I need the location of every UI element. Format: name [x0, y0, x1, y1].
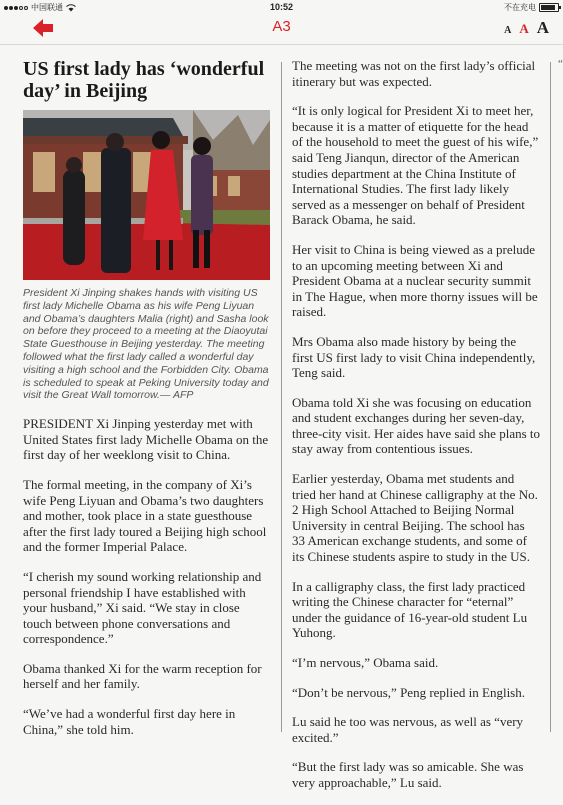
- article-paragraph: Mrs Obama also made history by being the first US first lady to visit China independently, Teng said.: [292, 333, 536, 381]
- article-paragraph: “I cherish my sound working relationship and personal friendship I have established with your husband,” Xi said. “We stay in close touch between phone conversations and correspondence.”: [23, 568, 262, 647]
- article-column-2: [292, 58, 540, 805]
- article-headline: US first lady has ‘wonderful day’ in Beijing: [23, 58, 265, 102]
- font-size-controls: [504, 18, 549, 38]
- clipped-text-fragment: “: [558, 58, 563, 70]
- article-paragraph: Obama thanked Xi for the warm reception for herself and her family.: [23, 660, 262, 692]
- column-divider: [281, 62, 282, 732]
- article-paragraph: “It is only logical for President Xi to meet her, because it is a matter of etiquette for the head of the household to meet the guest of his wife,” said Teng Jianqun, director of the American studies department at the China Institute of International Studies. The first lady likely served as a messenger on behalf of President Barack Obama, he said.: [292, 103, 539, 228]
- carrier-label: 中国联通: [31, 3, 63, 12]
- reader-toolbar: [0, 14, 563, 45]
- page-label: A3: [272, 18, 291, 35]
- article-paragraph: “I’m nervous,” Obama said.: [292, 655, 439, 670]
- article-paragraph: Obama told Xi she was focusing on education and student exchanges during her seven-day, three-city visit. Her aides have said she plans to stay away from contentious issues.: [292, 394, 541, 457]
- status-time: 10:52: [269, 2, 294, 12]
- article-paragraph: In a calligraphy class, the first lady practiced writing the Chinese character for “eternal” under the guidance of 16-year-old student Lu Yuhong.: [292, 578, 528, 641]
- article-photo: [23, 110, 270, 280]
- article-paragraph: The formal meeting, in the company of Xi’s wife Peng Liyuan and Obama’s two daughters and mother, took place in a state guesthouse after the first lady toured a Beijing high school and the former Imperial Palace.: [23, 476, 267, 555]
- status-bar: [0, 0, 563, 14]
- article-paragraph: “Don’t be nervous,” Peng replied in English.: [292, 684, 525, 700]
- font-size-medium-button[interactable]: A: [519, 21, 529, 36]
- article-paragraph: “We’ve had a wonderful first day here in China,” she told him.: [23, 706, 236, 737]
- charging-label: 不在充电: [504, 3, 536, 12]
- status-right: [504, 2, 559, 13]
- article-paragraph: The meeting was not on the first lady’s official itinerary but was expected.: [292, 58, 536, 89]
- article-paragraph: “But the first lady was so amicable. She was very approachable,” Lu said.: [292, 759, 524, 790]
- font-size-large-button[interactable]: A: [536, 18, 549, 37]
- battery-level: [541, 5, 555, 10]
- font-size-small-button[interactable]: A: [504, 25, 512, 36]
- photo-caption: President Xi Jinping shakes hands with visiting US first lady Michelle Obama as his wife Peng Liyuan and Obama’s daughters Malia (right) and Sasha look on before they proceed to a meeting at the Diaoyutai State Guesthouse in Beijing yesterday. The meeting followed what the first lady called a wonderful day visiting a high school and the Forbidden City. Obama is scheduled to speak at Peking University today and visit the Great Wall tomorrow.— AFP: [23, 287, 269, 402]
- article-column-1: [23, 58, 270, 751]
- article-paragraph: Her visit to China is being viewed as a prelude to an upcoming meeting between Xi and President Obama at a nuclear security summit in The Hague, when more thorny issues will be raised.: [292, 241, 538, 320]
- article-paragraph: Lu said he too was nervous, as well as “very excited.”: [292, 714, 524, 745]
- article-paragraph: PRESIDENT Xi Jinping yesterday met with United States first lady Michelle Obama on the first day of her weeklong visit to China.: [23, 416, 269, 463]
- article-paragraph: Earlier yesterday, Obama met students and tried her hand at Chinese calligraphy at the No. 2 High School Attached to Beijing Normal University in central Beijing. The school has 33 American exchange students, and some of its Chinese students aspire to study in the US.: [292, 471, 538, 565]
- column-divider: [550, 62, 551, 732]
- article-column-3-clipped: [558, 58, 563, 70]
- battery-icon: [539, 3, 559, 12]
